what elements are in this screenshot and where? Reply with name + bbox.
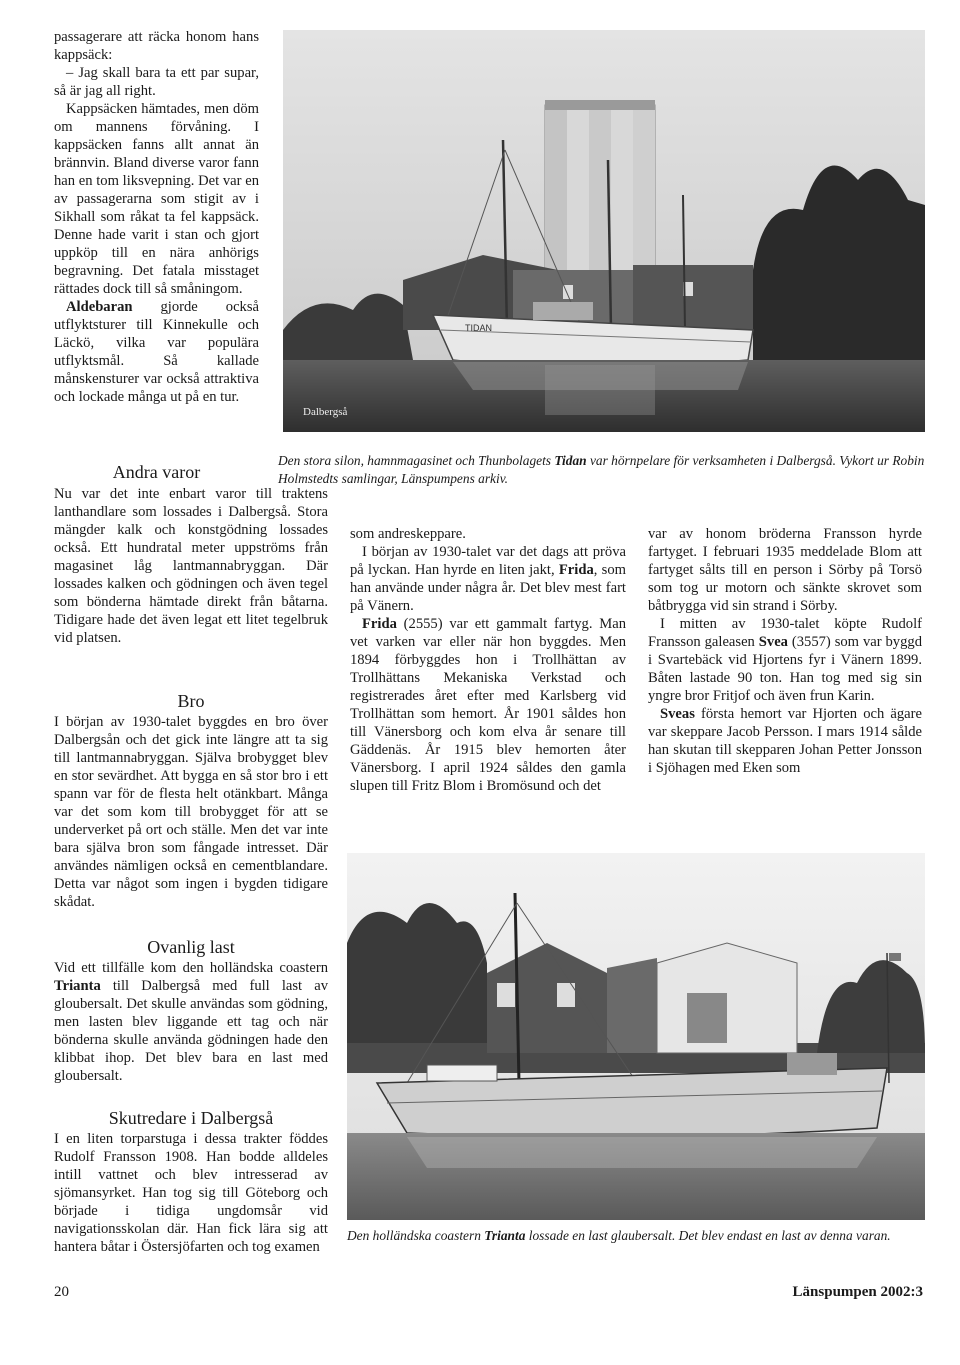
caption-ship-name: Tidan: [554, 453, 587, 468]
ovanlig-last-text: [54, 959, 328, 1085]
paragraph-text: gjorde också utflyktsturer till Kinnekulle och Läckö, vilka var populära utflyktsmål. Så kallade månskensturer var också attraktiva och lockade många ut på en tur.: [54, 299, 259, 405]
andra-varor-text: [54, 485, 328, 647]
middle-column-text: [350, 525, 626, 795]
paragraph: [648, 705, 922, 777]
paragraph: – Jag skall bara ta ett par supar, så är jag all right.: [54, 65, 259, 99]
paragraph: I början av 1930-talet byggdes en bro över Dalbergsån och det gick inte längre att ta sig till lantmannabryggan. Själva brobygget blev en stor sevärdhet. Att bygga en så stor bro i ett spann var för de flesta helt otänkbart. Många var det som kom till brobygget för att se underverket på ort och ställe. Men det var inte bara själva bron som fångade intresset. Där användes nämligen också en cementblandare. Detta var något som ingen i bygden tidigare skådat.: [54, 714, 328, 910]
paragraph: som andreskeppare.: [350, 526, 466, 542]
photo-stamp: Dalbergså: [303, 406, 348, 418]
photo-trianta: [347, 853, 925, 1220]
caption-ship-name: Trianta: [484, 1228, 526, 1243]
section-heading-bro: Bro: [177, 691, 205, 711]
caption-text: Den holländska coastern: [347, 1228, 485, 1243]
ship-name: Aldebaran: [66, 299, 133, 315]
paragraph: var av honom bröderna Fransson hyrde fartyget. I februari 1935 meddelade Blom att fartyget sålts till en person i Sörby på Torsö som tog ur motorn och sänkte skrovet som båtbrygga vid sin strand i Sörby.: [648, 526, 922, 614]
paragraph: [648, 615, 922, 705]
paragraph: passagerare att räcka honom hans kappsäck:: [54, 29, 259, 63]
paragraph-text: (2555) var ett gammalt fartyg. Man vet varken var eller när hon byggdes. Men 1894 förbyggdes hon i Trollhättan av Trollhättans Mekaniska Verkstad och registrerades året efter med Karlsberg vid Trollhättan som hemort. År 1901 såldes hon till Vänersborg och kom elva år senare till Gäddenäs. År 1915 blev hemorten åter Vänersborg. I april 1924 såldes den gamla slupen till Fritz Blom i Bromösund och det: [350, 616, 626, 794]
hull-lettering: TIDAN: [465, 323, 492, 333]
paragraph-text: första hemort var Hjorten och ägare var skeppare Jacob Persson. I mars 1914 sålde han skutan till skepparen Johan Petter Jonsson i Sjöhagen med Eken som: [648, 706, 922, 776]
photo-silo-tidan: [283, 30, 925, 432]
paragraph-text: Vid ett tillfälle kom den holländska coastern: [54, 960, 328, 976]
paragraph-text: I början av 1930-talet var det dags att pröva på lyckan. Han hyrde en liten jakt,: [350, 544, 626, 578]
caption-text: Den stora silon, hamnmagasinet och Thunbolagets: [278, 453, 555, 468]
paragraph: [350, 615, 626, 795]
ship-name: Sveas: [660, 706, 695, 722]
section-heading-ovanlig-last: Ovanlig last: [147, 937, 235, 957]
skutredare-text: [54, 1130, 328, 1256]
publication-name: Länspumpen 2002:3: [792, 1284, 923, 1300]
caption-text: lossade en last glaubersalt. Det blev endast en last av denna varan.: [525, 1228, 891, 1243]
paragraph: [54, 298, 259, 406]
paragraph-text: I mitten av 1930-talet köpte Rudolf Fransson galeasen: [648, 616, 922, 650]
ship-name: Frida: [362, 616, 397, 632]
section-heading-skutredare: Skutredare i Dalbergså: [108, 1108, 274, 1128]
paragraph-text: (3557) som var byggd i Svartebäck vid Hjortens fyr i Vänern 1899. Båten lastade 90 ton. Han tog med sig sin yngre bror Fritjof och även frun Karin.: [648, 634, 922, 704]
left-top-text: [54, 28, 259, 406]
right-column-text: [648, 525, 922, 777]
paragraph: I en liten torparstuga i dessa trakter föddes Rudolf Fransson 1908. Han bodde alldeles intill vattnet och blev intresserad av sjömansyrket. Han tog sig till Göteborg och började i tidiga ungdomsår vid navigationsskolan där. Han fick lära sig att hantera båtar i Östersjöfarten och tog examen: [54, 1131, 328, 1255]
paragraph: Kappsäcken hämtades, men döm om mannens förvåning. I kappsäcken fanns allt annat än brännvin. Bland diverse varor fann han en tom liksvepning. Det var en av passagerarna som stigit av i Sikhall som råkat ta fel kappsäck. Denne hade varit i stan och gjort uppköp till en nära anhörigs begravning. Det fatala misstaget rättades dock till så småningom.: [54, 101, 259, 297]
ship-name: Svea: [758, 634, 788, 650]
ship-name: Frida: [558, 562, 594, 578]
ship-name: Trianta: [54, 978, 101, 994]
bro-text: [54, 713, 328, 911]
photo2-caption: [347, 1227, 925, 1245]
paragraph-text: , som han använde under några år. Det blev mest fart på Vänern.: [350, 562, 626, 614]
photo1-caption: [278, 452, 930, 488]
paragraph-text: till Dalbergså med full last av gloubersalt. Det skulle användas som gödning, men lasten blev liggande ett tag och när bönderna skulle använda gödningen hade den klibbat ihop. Det blev bara en last med gloubersalt.: [54, 978, 328, 1084]
paragraph: [350, 543, 626, 615]
page-number: 20: [54, 1284, 69, 1300]
section-heading-andra-varor: Andra varor: [112, 462, 201, 482]
paragraph: Nu var det inte enbart varor till traktens lanthandlare som lossades i Dalbergså. Stora mängder kalk och konstgödning lossades också. Ett hundratal meter uppströms från magasinet låg lantmannabryggan. Där lossades kalken och gödningen och även tegel som bönderna hämtade direkt från båtarna. Tidigare hade det även legat ett litet tegelbruk vid platsen.: [54, 486, 328, 646]
caption-text: var hörnpelare för verksamheten i Dalbergså. Vykort ur Robin Holmstedts samlingar, Länspumpens arkiv.: [278, 453, 925, 486]
paragraph: [54, 959, 328, 1085]
